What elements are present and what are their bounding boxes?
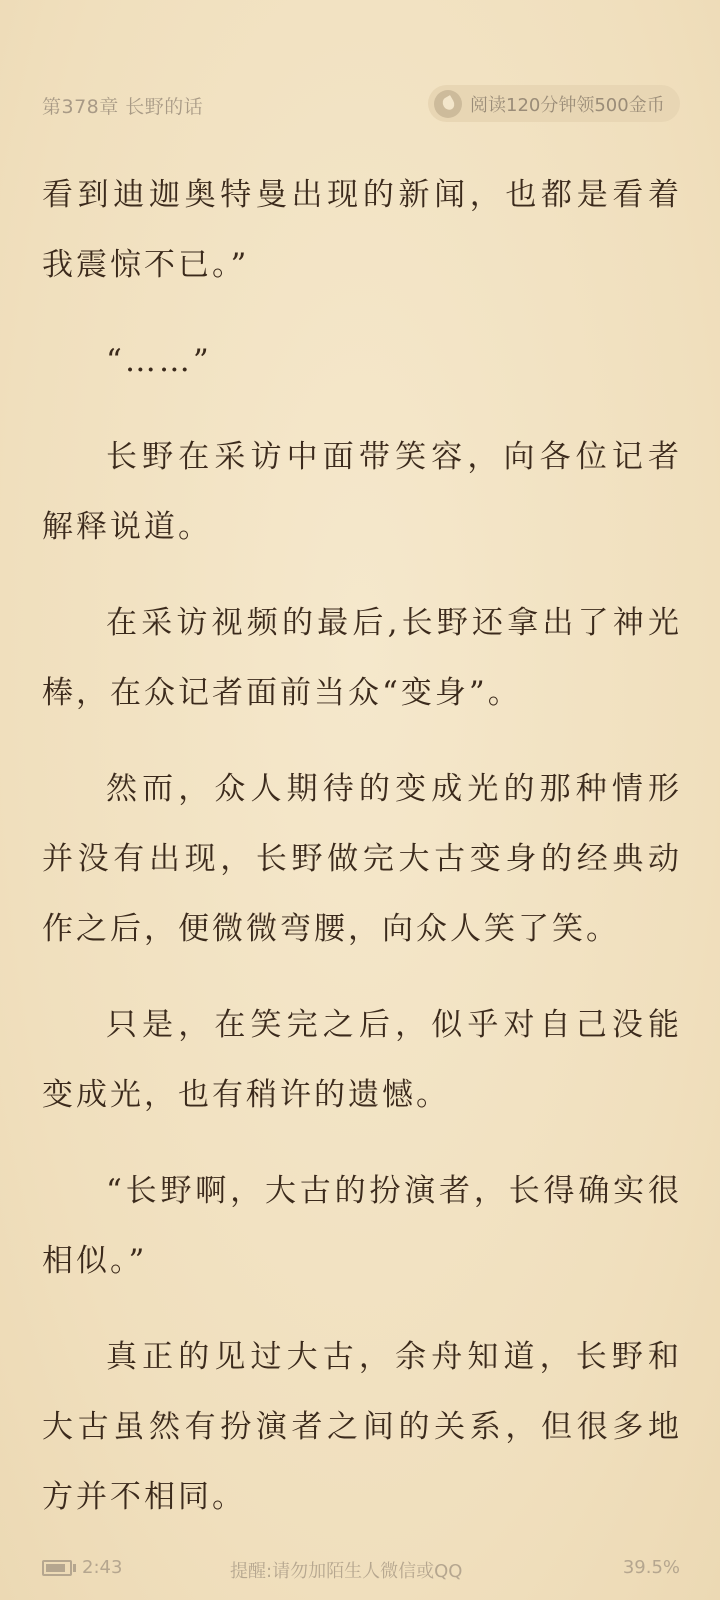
- battery-tip: [73, 1564, 76, 1572]
- reader-header: [0, 0, 720, 150]
- reading-reward-button[interactable]: [428, 85, 680, 122]
- reward-label: 阅读120分钟领500金币: [470, 94, 665, 116]
- chapter-title: 第378章 长野的话: [42, 96, 204, 118]
- paragraph: 在采访视频的最后,长野还拿出了神光棒，在众记者面前当众“变身”。: [42, 605, 682, 711]
- battery-icon: [42, 1560, 72, 1576]
- paragraph: “……”: [106, 343, 212, 379]
- chapter-content[interactable]: [42, 160, 682, 1558]
- safety-notice: 提醒:请勿加陌生人微信或QQ: [230, 1561, 463, 1582]
- paragraph: 真正的见过大古，余舟知道，长野和大古虽然有扮演者之间的关系，但很多地方并不相同。: [42, 1339, 682, 1515]
- paragraph: 只是，在笑完之后，似乎对自己没能变成光，也有稍许的遗憾。: [42, 1007, 682, 1113]
- paragraph: 然而，众人期待的变成光的那种情形并没有出现，长野做完大古变身的经典动作之后，便微微弯腰，向众人笑了笑。: [42, 771, 682, 947]
- reader-footer: [0, 1548, 720, 1588]
- clock: 2:43: [82, 1557, 123, 1578]
- paragraph: 长野在采访中面带笑容，向各位记者解释说道。: [42, 439, 682, 545]
- coin-leaf-icon: [434, 90, 462, 118]
- paragraph: “长野啊，大古的扮演者，长得确实很相似。”: [42, 1173, 682, 1279]
- battery-level: [46, 1564, 65, 1572]
- paragraph: 看到迪迦奥特曼出现的新闻，也都是看着我震惊不已。”: [42, 177, 682, 283]
- reading-progress: 39.5%: [622, 1557, 680, 1578]
